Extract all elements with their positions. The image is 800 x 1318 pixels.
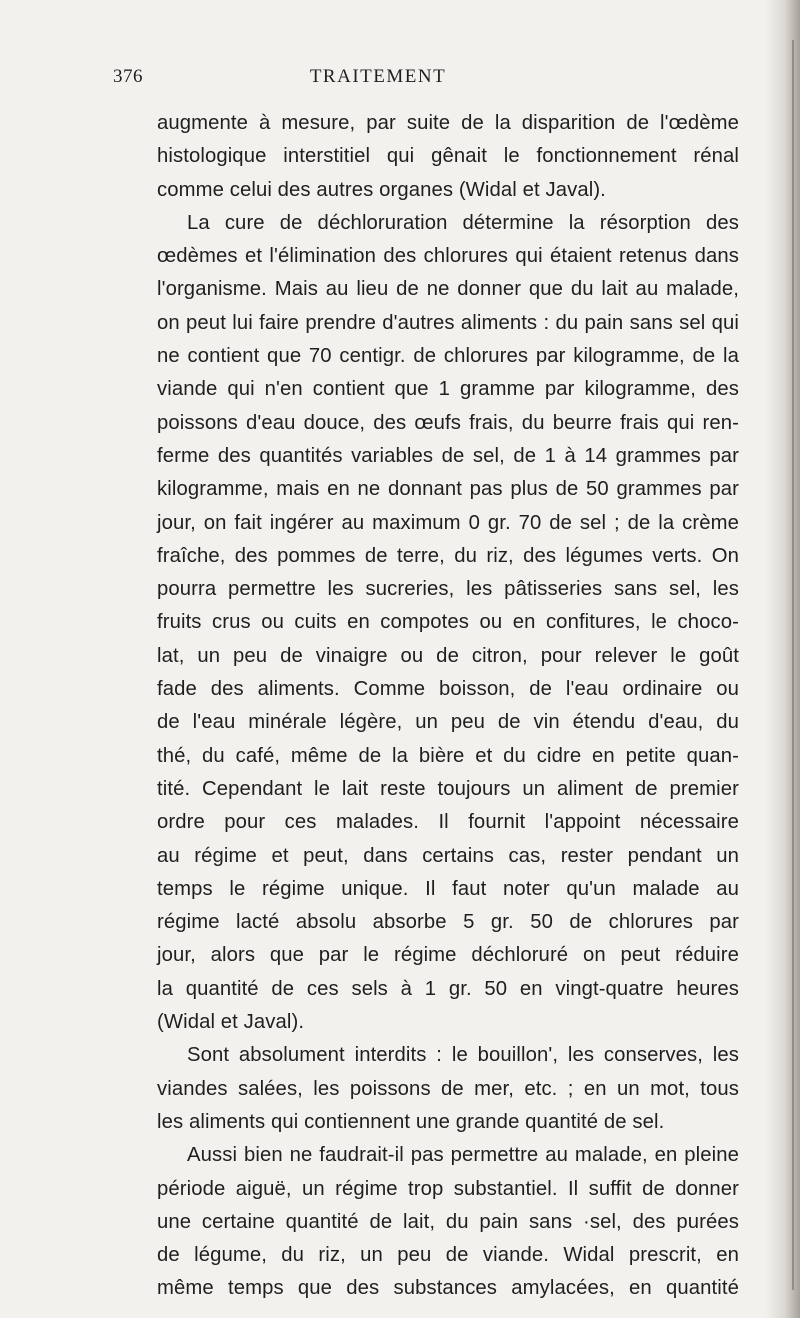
text-line: de légume, du riz, un peu de viande. Widal prescrit, en [157, 1244, 739, 1267]
text-line: ne contient que 70 centigr. de chlorures par kilogramme, de la [157, 345, 739, 368]
text-line: comme celui des autres organes (Widal et Javal). [157, 178, 606, 201]
text-line: thé, du café, même de la bière et du cidre en petite quan- [157, 744, 739, 767]
text-line: fruits crus ou cuits en compotes ou en confitures, le choco- [157, 611, 739, 634]
text-line: viandes salées, les poissons de mer, etc. ; en un mot, tous [157, 1077, 739, 1100]
text-line: Aussi bien ne faudrait-il pas permettre au malade, en pleine [187, 1144, 739, 1167]
text-line: ordre pour ces malades. Il fournit l'appoint nécessaire [157, 811, 739, 834]
body-text [157, 107, 739, 1306]
text-line: de l'eau minérale légère, un peu de vin étendu d'eau, du [157, 711, 739, 734]
page-edge-line [792, 40, 794, 1290]
text-line: (Widal et Javal). [157, 1011, 305, 1034]
page-header [113, 66, 643, 90]
text-line: jour, alors que par le régime déchloruré on peut réduire [157, 944, 739, 967]
text-line: Sont absolument interdits : le bouillon', les conserves, les [187, 1044, 739, 1067]
text-line: viande qui n'en contient que 1 gramme par kilogramme, des [157, 378, 739, 401]
text-line: fraîche, des pommes de terre, du riz, des légumes verts. On [157, 544, 739, 567]
text-line: même temps que des substances amylacées, en quantité [157, 1277, 739, 1300]
text-line: histologique interstitiel qui gênait le fonctionnement rénal [157, 145, 739, 168]
text-line: ferme des quantités variables de sel, de 1 à 14 grammes par [157, 444, 739, 467]
text-line: augmente à mesure, par suite de la disparition de l'œdème [157, 112, 739, 134]
text-line: période aiguë, un régime trop substantiel. Il suffit de donner [157, 1177, 739, 1200]
page-gutter-shadow [766, 0, 800, 1318]
text-line: une certaine quantité de lait, du pain sans ·sel, des purées [157, 1210, 739, 1233]
text-line: régime lacté absolu absorbe 5 gr. 50 de chlorures par [157, 911, 739, 934]
text-line: au régime et peut, dans certains cas, rester pendant un [157, 844, 739, 867]
text-line: les aliments qui contiennent une grande quantité de sel. [157, 1110, 665, 1133]
text-line: jour, on fait ingérer au maximum 0 gr. 70 de sel ; de la crème [157, 511, 739, 534]
text-line: la quantité de ces sels à 1 gr. 50 en vingt-quatre heures [157, 977, 739, 1000]
text-line: tité. Cependant le lait reste toujours un aliment de premier [157, 777, 739, 800]
text-line: fade des aliments. Comme boisson, de l'eau ordinaire ou [157, 678, 739, 701]
text-line: lat, un peu de vinaigre ou de citron, pour relever le goût [157, 644, 739, 667]
text-line: kilogramme, mais en ne donnant pas plus de 50 grammes par [157, 478, 739, 501]
page-number: 376 [113, 66, 143, 87]
text-line: poissons d'eau douce, des œufs frais, du beurre frais qui ren- [157, 411, 739, 434]
text-line: La cure de déchloruration détermine la résorption des [187, 211, 739, 234]
text-line: on peut lui faire prendre d'autres aliments : du pain sans sel qui [157, 311, 739, 334]
text-line: temps le régime unique. Il faut noter qu'un malade au [157, 877, 739, 900]
text-line: pourra permettre les sucreries, les pâtisseries sans sel, les [157, 578, 739, 601]
text-line: l'organisme. Mais au lieu de ne donner que du lait au malade, [157, 278, 739, 301]
running-head: TRAITEMENT [309, 66, 447, 87]
text-line: œdèmes et l'élimination des chlorures qui étaient retenus dans [157, 245, 739, 268]
